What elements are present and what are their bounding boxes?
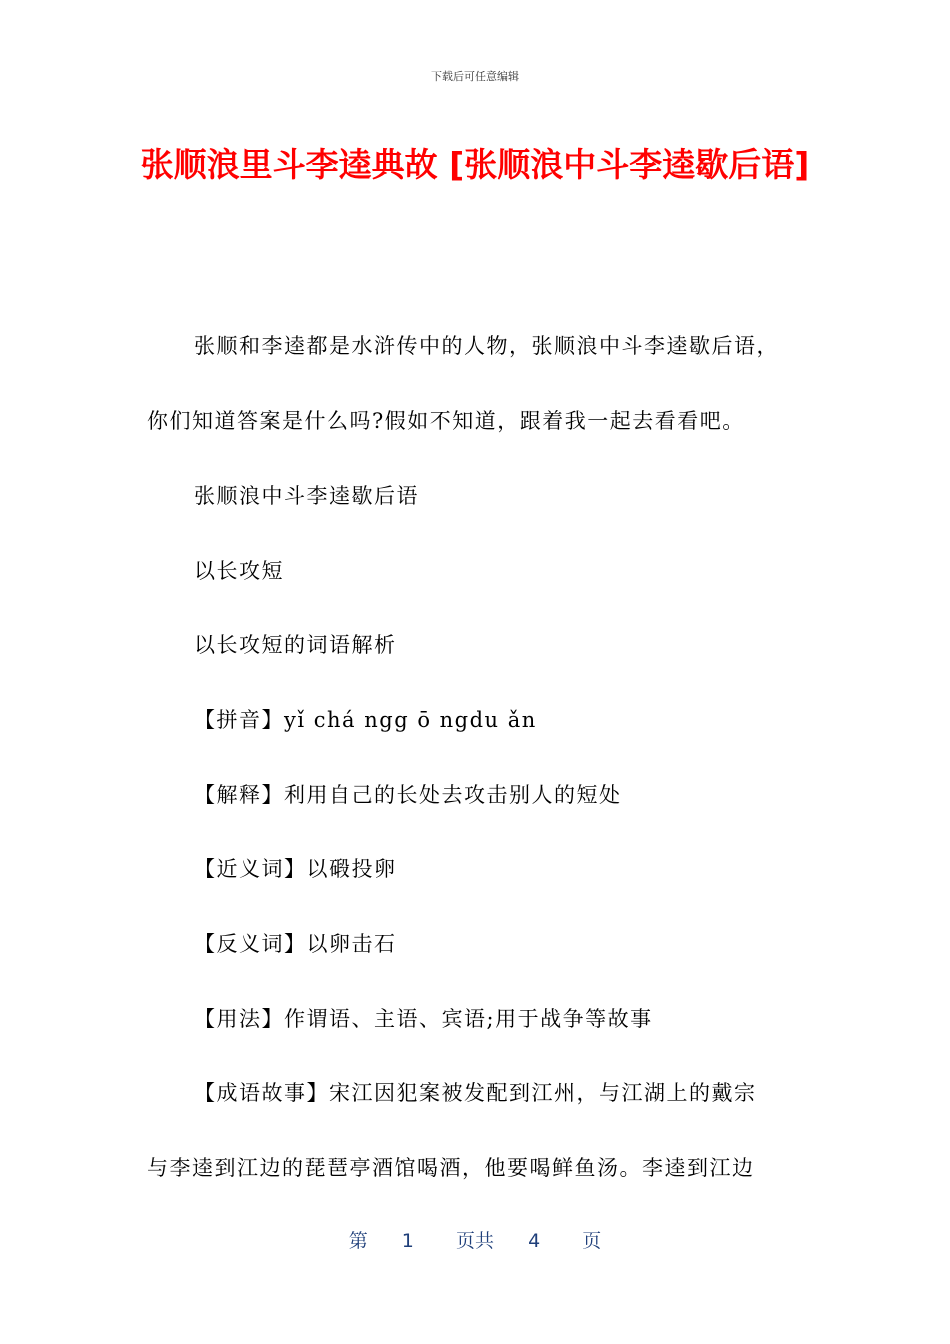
total-pages-number: 4 xyxy=(528,1230,541,1252)
paragraph-line: 张顺和李逵都是水浒传中的人物，张顺浪中斗李逵歇后语， xyxy=(194,334,779,358)
paragraph-line: 张顺浪中斗李逵歇后语 xyxy=(194,484,419,508)
current-page-number: 1 xyxy=(401,1230,414,1252)
paragraph-line: 【近义词】以碫投卵 xyxy=(194,857,397,881)
paragraph-line: 以长攻短 xyxy=(194,559,284,583)
paragraph-line: 【成语故事】宋江因犯案被发配到江州，与江湖上的戴宗 xyxy=(194,1081,757,1105)
paragraph-line: 你们知道答案是什么吗?假如不知道，跟着我一起去看看吧。 xyxy=(147,409,745,433)
paragraph-line: 【解释】利用自己的长处去攻击别人的短处 xyxy=(194,783,622,807)
document-title: 张顺浪里斗李逵典故 [张顺浪中斗李逵歇后语] xyxy=(140,145,810,184)
paragraph-line: 以长攻短的词语解析 xyxy=(194,633,397,657)
paragraph-line: 【反义词】以卵击石 xyxy=(194,932,397,956)
paragraph-line: 【拼音】yǐ chá ngg ō ngdu ǎn xyxy=(194,708,537,732)
header-note: 下载后可任意编辑 xyxy=(431,70,519,83)
page-label-mid: 页共 xyxy=(455,1230,494,1252)
paragraph-line: 【用法】作谓语、主语、宾语;用于战争等故事 xyxy=(194,1007,653,1031)
page-label-prefix: 第 xyxy=(348,1230,368,1252)
page-footer xyxy=(0,1226,950,1253)
page-label-suffix: 页 xyxy=(582,1230,602,1252)
paragraph-line: 与李逵到江边的琵琶亭酒馆喝酒，他要喝鲜鱼汤。李逵到江边 xyxy=(147,1156,755,1180)
